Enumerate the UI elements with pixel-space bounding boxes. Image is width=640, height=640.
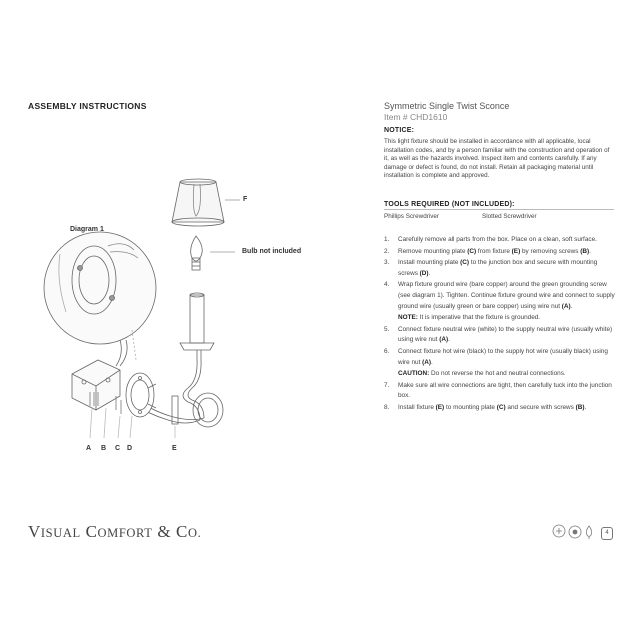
grounding-detail-illustration [44, 232, 156, 344]
step-item: 1. Carefully remove all parts from the box. Place on a clean, soft surface. [384, 236, 597, 243]
step-item: 2. Remove mounting plate (C) from fixture (E) by removing screws (B). [384, 247, 591, 255]
mounting-plate-illustration [126, 373, 154, 417]
tool-item: Slotted Screwdriver [482, 213, 537, 220]
part-a-label: A [86, 445, 92, 452]
lamp-shade-illustration [172, 179, 224, 226]
tools-divider [384, 209, 614, 210]
step-item: 4. Wrap fixture ground wire (bare copper) around the green grounding screw (see diagram 1). Tighten. Continue fixture ground wire and connect to supply ground wire (usually green or bare copper) using wire nut (A). [384, 281, 615, 310]
step-note: CAUTION: Do not reverse the hot and neutral connections. [398, 370, 566, 378]
part-d-label: D [127, 445, 133, 452]
page-number: 4 [601, 527, 613, 540]
bulb-icon [586, 526, 591, 539]
tool-item: Phillips Screwdriver [384, 213, 439, 220]
junction-box-illustration [72, 340, 127, 410]
part-e-label: E [172, 445, 177, 452]
fixture-diagram [20, 170, 360, 470]
diagram-1-label: Diagram 1 [70, 226, 104, 233]
step-note: NOTE: It is imperative that the fixture is grounded. [398, 314, 541, 322]
damp-location-icon [569, 526, 581, 538]
brand-logo: VISUAL COMFORT & CO. [28, 522, 202, 541]
part-b-label: B [101, 445, 107, 452]
step-item: 3. Install mounting plate (C) to the junction box and secure with mounting screws (D). [384, 259, 598, 277]
assembly-title: ASSEMBLY INSTRUCTIONS [28, 101, 147, 111]
notice-body: This light fixture should be installed in accordance with all applicable, local installation codes, and by a person familiar with the construction and operation of it, as well as the hazards involved. Inspect item and contents carefully. If any damage or defect is found, do not install. Retain all packaging material until installation is complete and approved. [384, 138, 610, 180]
tools-heading: TOOLS REQUIRED (NOT INCLUDED): [384, 201, 515, 208]
step-item: 6. Connect fixture hot wire (black) to the supply hot wire (usually black) using wire nut (A). [384, 347, 608, 366]
assembly-steps [384, 235, 616, 415]
part-c-label: C [115, 445, 121, 452]
bulb-label: Bulb not included [242, 248, 302, 255]
step-item: 5. Connect fixture neutral wire (white) to the supply neutral wire (usually white) using wire nut (A). [384, 325, 613, 344]
etl-listed-icon [553, 525, 565, 537]
step-item: 7. Make sure all wire connections are tight, then carefully tuck into the junction box. [384, 381, 612, 400]
candle-bulb-illustration [191, 236, 203, 270]
notice-heading: NOTICE: [384, 127, 415, 134]
item-number: Item # CHD1610 [384, 112, 448, 122]
product-title: Symmetric Single Twist Sconce [384, 101, 510, 111]
part-f-label: F [243, 196, 248, 203]
step-item: 8. Install fixture (E) to mounting plate (C) and secure with screws (B). [384, 403, 587, 411]
